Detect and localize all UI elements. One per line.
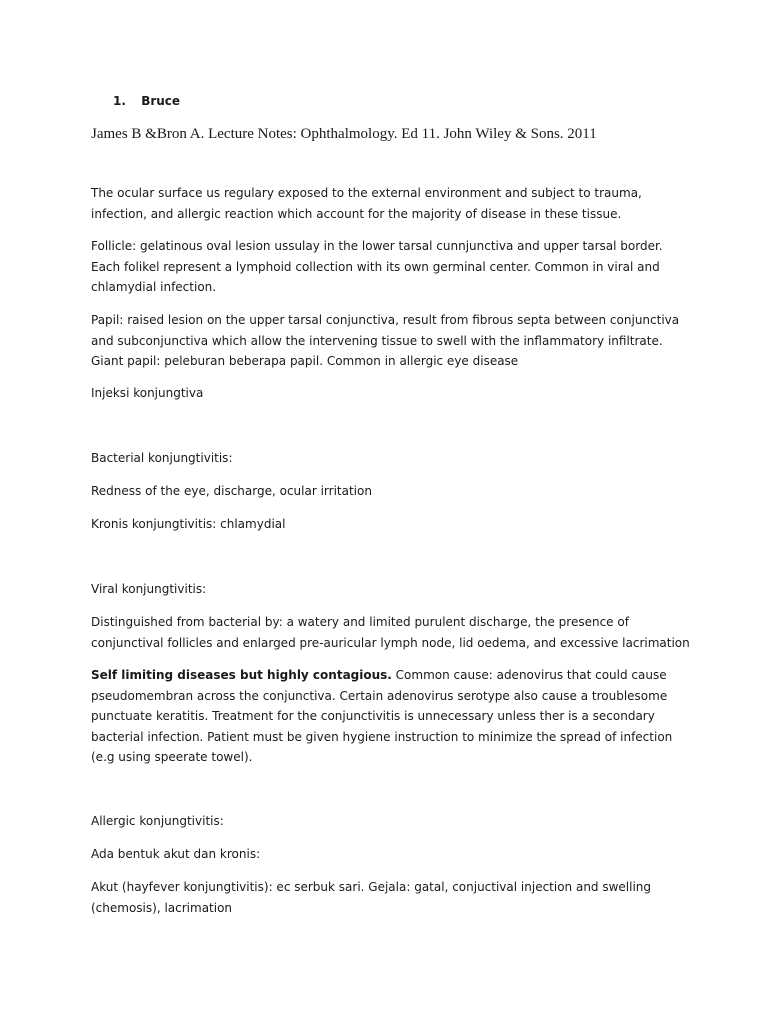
heading-viral: Viral konjungtivitis:	[91, 582, 207, 596]
paragraph-papil: Papil: raised lesion on the upper tarsal conjunctiva, result from fibrous septa between conjunctiva and subconjunctiva which allow the intervening tissue to swell with the inflammatory infiltrate. Giant papil: peleburan beberapa papil. Common in allergic eye disease	[91, 313, 680, 368]
list-label: Bruce	[141, 94, 181, 108]
paragraph-injeksi: Injeksi konjungtiva	[91, 386, 204, 400]
paragraph-follicle: Follicle: gelatinous oval lesion ussulay in the lower tarsal cunnjunctiva and upper tarsal border. Each folikel represent a lymphoid collection with its own germinal center. Common in viral and chlamydial infection.	[91, 239, 663, 294]
reference-citation: James B &Bron A. Lecture Notes: Ophthalmology. Ed 11. John Wiley & Sons. 2011	[91, 126, 597, 142]
list-number: 1.	[113, 94, 126, 108]
paragraph-kronis: Kronis konjungtivitis: chlamydial	[91, 517, 286, 531]
bold-lead: Self limiting diseases but highly contagious.	[91, 668, 392, 682]
paragraph-rest: Common cause: adenovirus that could cause pseudomembran across the conjunctiva. Certain adenovirus serotype also cause a troublesome punctuate keratitis. Treatment for the conjunctivitis is unnecessary unless ther is a secondary bacterial infection. Patient must be given hygiene instruction to minimize the spread of infection (e.g using speerate towel).	[91, 668, 673, 764]
heading-bacterial: Bacterial konjungtivitis:	[91, 451, 233, 465]
heading-allergic: Allergic konjungtivitis:	[91, 814, 224, 828]
numbered-list-item	[113, 94, 180, 108]
paragraph-viral-distinguished: Distinguished from bacterial by: a watery and limited purulent discharge, the presence of conjunctival follicles and enlarged pre-auricular lymph node, lid oedema, and excessive lacrimation	[91, 615, 690, 650]
paragraph-self-limiting	[91, 665, 691, 768]
paragraph-bacterial-symptoms: Redness of the eye, discharge, ocular irritation	[91, 484, 372, 498]
paragraph-ocular-surface: The ocular surface us regulary exposed to the external environment and subject to trauma, infection, and allergic reaction which account for the majority of disease in these tissue.	[91, 186, 642, 221]
paragraph-akut-hayfever: Akut (hayfever konjungtivitis): ec serbuk sari. Gejala: gatal, conjuctival injection and swelling (chemosis), lacrimation	[91, 880, 652, 915]
paragraph-akut-kronis: Ada bentuk akut dan kronis:	[91, 847, 261, 861]
